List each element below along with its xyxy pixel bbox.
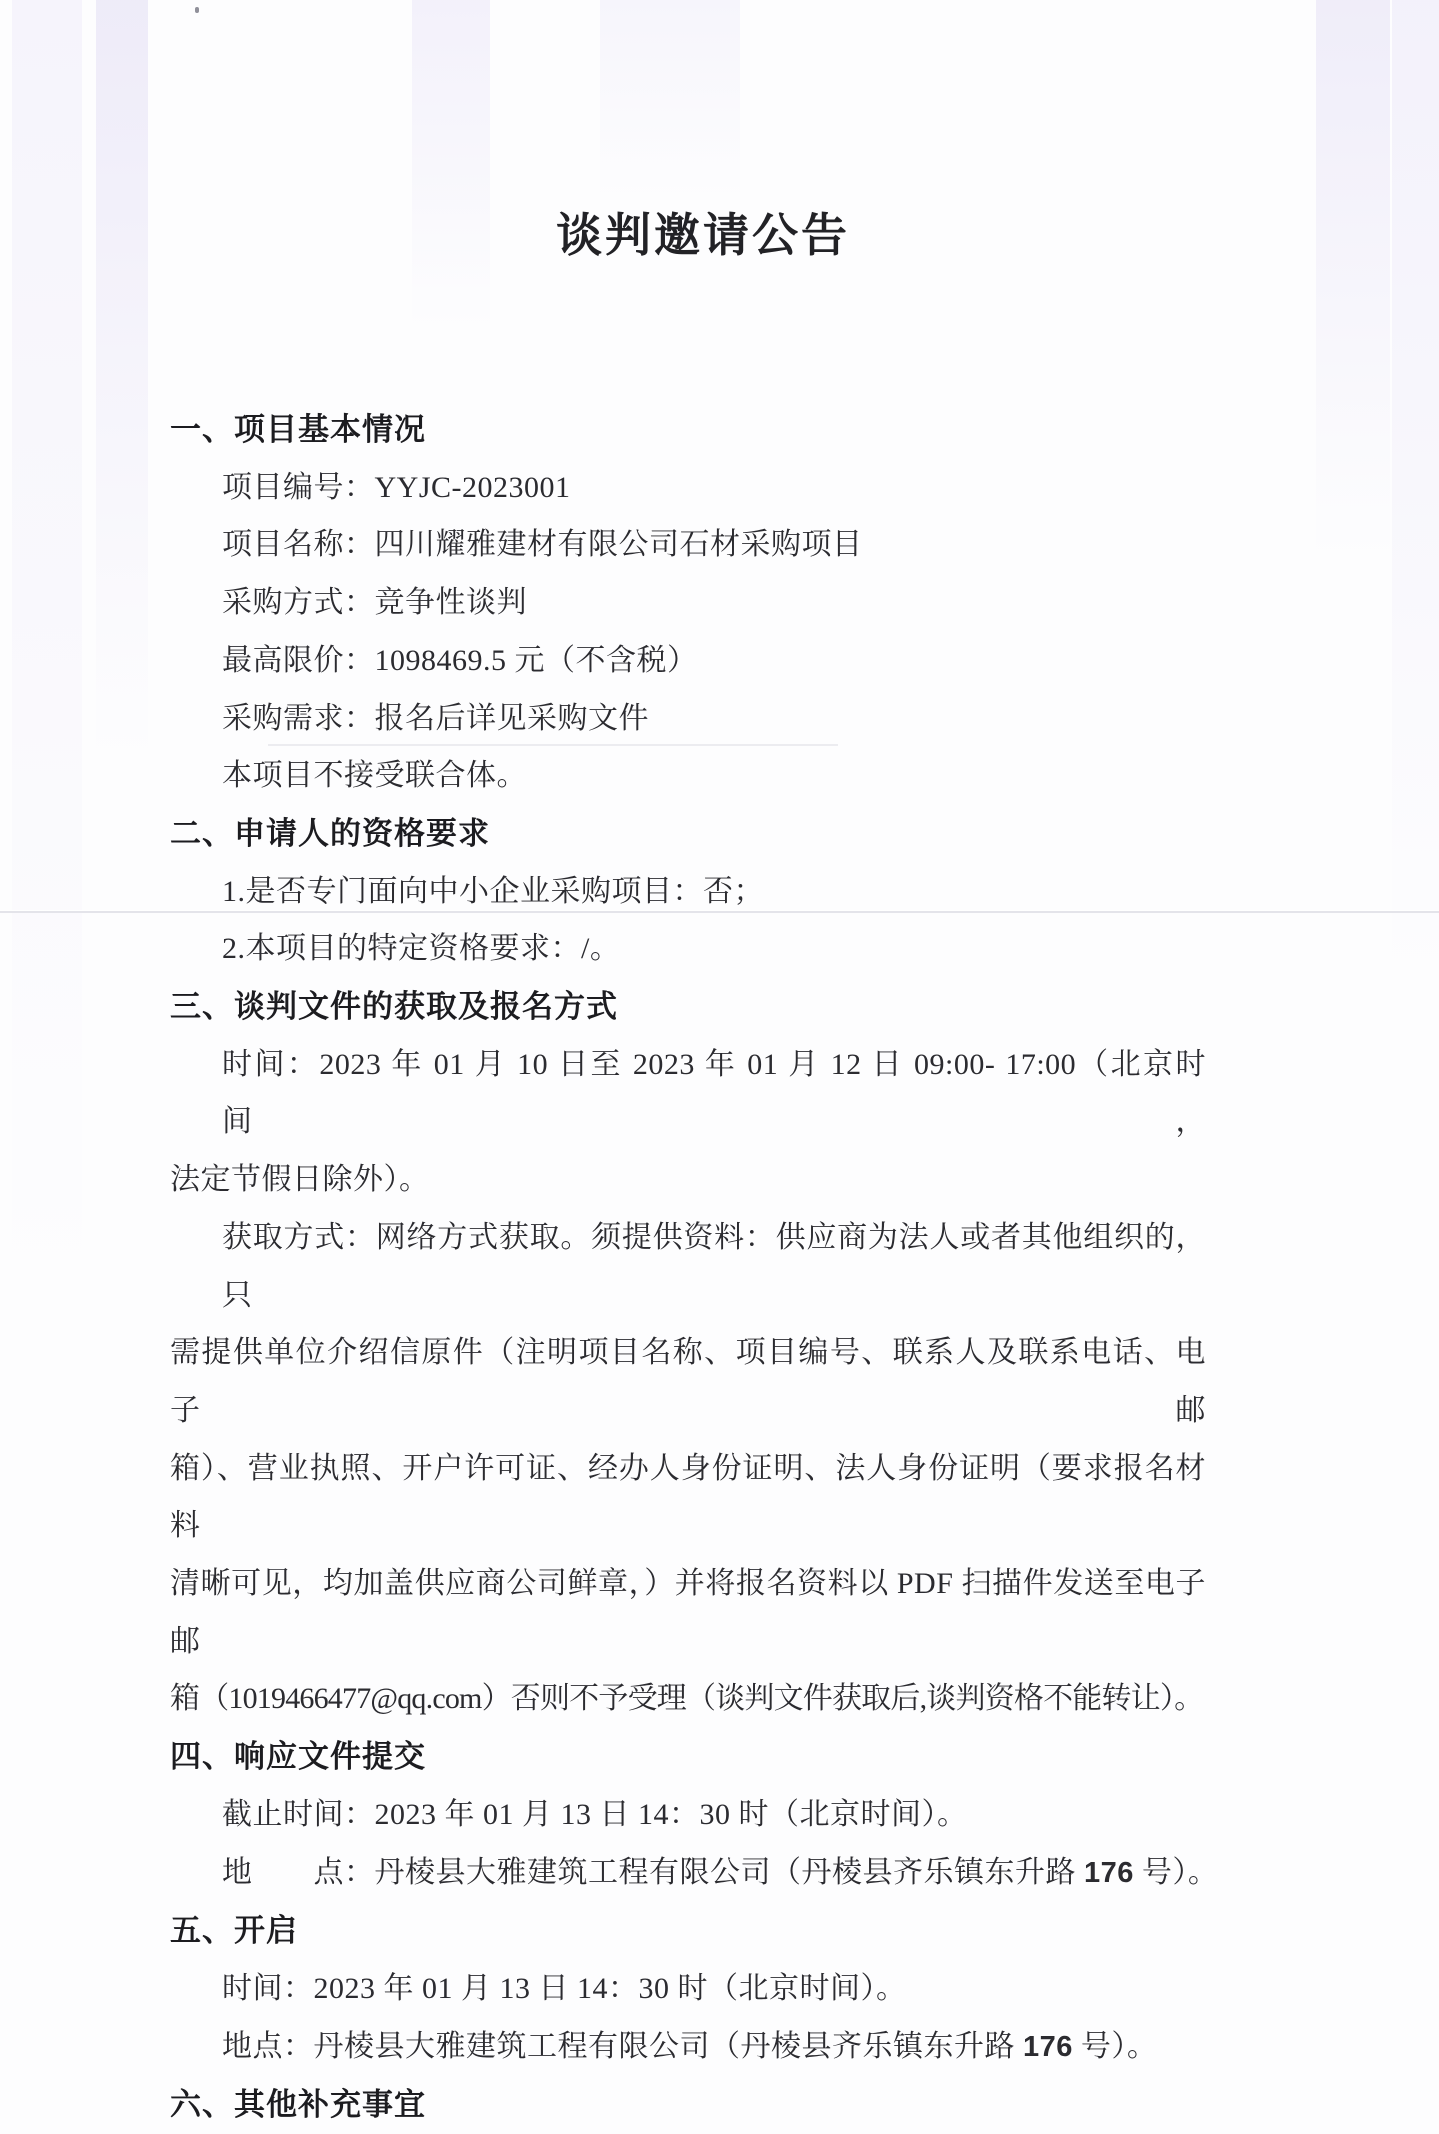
scan-streak <box>1392 0 1439 980</box>
submission-deadline-line: 截止时间：2023 年 01 月 13 日 14：30 时（北京时间）。 <box>222 1797 968 1831</box>
max-price-line: 最高限价：1098469.5 元（不含税） <box>222 643 698 677</box>
obtain-time-line-2: 法定节假日除外）。 <box>170 1163 430 1197</box>
obtain-method-line-2: 需提供单位介绍信原件（注明项目名称、项目编号、联系人及联系电话、电子邮 <box>170 1336 1206 1427</box>
document-title: 谈判邀请公告 <box>556 210 850 261</box>
procurement-method-line: 采购方式：竞争性谈判 <box>222 586 527 620</box>
section-2-heading: 二、申请人的资格要求 <box>170 815 490 851</box>
scan-streak <box>412 0 490 330</box>
section-5-heading: 五、开启 <box>170 1913 298 1949</box>
scan-streak <box>96 0 148 760</box>
submission-location-line <box>170 1844 1219 1903</box>
scan-streak <box>1316 0 1390 560</box>
scan-streak <box>600 0 740 200</box>
project-name-line: 项目名称：四川耀雅建材有限公司石材采购项目 <box>222 528 863 562</box>
procurement-requirement-line: 采购需求：报名后详见采购文件 <box>222 701 649 735</box>
submission-location-number: 176 <box>1084 1856 1134 1889</box>
section-1-heading: 一、项目基本情况 <box>170 412 426 447</box>
obtain-method-line-5: 箱（1019466477@qq.com）否则不予受理（谈判文件获取后,谈判资格不能转让）。 <box>170 1682 1204 1716</box>
opening-time-line: 时间：2023 年 01 月 13 日 14：30 时（北京时间）。 <box>222 1971 907 2005</box>
section-6-heading: 六、其他补充事宜 <box>170 2087 426 2123</box>
submission-location-text: 地 点：丹棱县大雅建筑工程有限公司（丹棱县齐乐镇东升路 <box>222 1855 1084 1889</box>
submission-location-suffix: 号）。 <box>1133 1855 1219 1889</box>
project-number-line: 项目编号：YYJC-2023001 <box>222 470 571 504</box>
opening-location-suffix: 号）。 <box>1072 2029 1158 2063</box>
obtain-time-line-1: 时间：2023 年 01 月 10 日至 2023 年 01 月 12 日 09:00- 17:00（北京时间， <box>222 1047 1206 1139</box>
scan-speck <box>195 7 199 13</box>
document-body <box>170 401 1219 2134</box>
obtain-method-line-4: 清晰可见，均加盖供应商公司鲜章，）并将报名资料以 PDF 扫描件发送至电子邮 <box>170 1567 1206 1658</box>
section-4-heading: 四、响应文件提交 <box>170 1739 426 1775</box>
obtain-method-line-1: 获取方式：网络方式获取。须提供资料：供应商为法人或者其他组织的，只 <box>222 1220 1206 1312</box>
section-3-heading: 三、谈判文件的获取及报名方式 <box>170 989 618 1025</box>
specific-qualification-line: 2.本项目的特定资格要求：/。 <box>222 932 621 966</box>
no-consortium-line: 本项目不接受联合体。 <box>222 759 527 793</box>
opening-location-line <box>170 2018 1206 2077</box>
sme-oriented-line: 1.是否专门面向中小企业采购项目：否； <box>222 874 764 908</box>
opening-location-text: 地点：丹棱县大雅建筑工程有限公司（丹棱县齐乐镇东升路 <box>222 2029 1023 2063</box>
opening-location-number: 176 <box>1023 2030 1073 2063</box>
scan-streak <box>12 0 82 1846</box>
obtain-method-line-3: 箱）、营业执照、开户许可证、经办人身份证明、法人身份证明（要求报名材料 <box>170 1451 1206 1543</box>
